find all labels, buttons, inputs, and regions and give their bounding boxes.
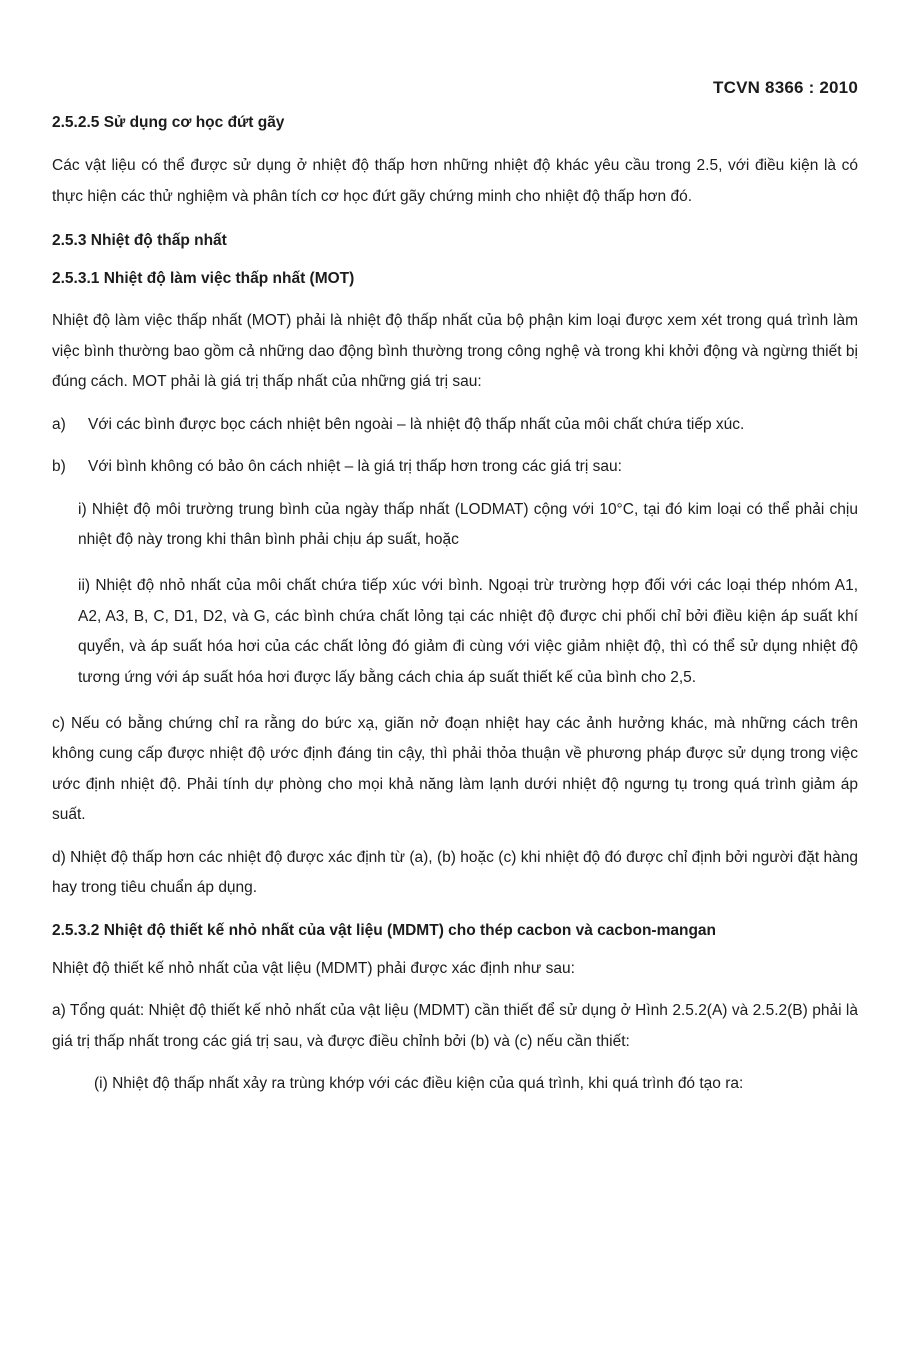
list-item-a — [52, 410, 858, 441]
paragraph-2-5-3-2: Nhiệt độ thiết kế nhỏ nhất của vật liệu (MDMT) phải được xác định như sau: — [52, 959, 575, 977]
list-text-b: Với bình không có bảo ôn cách nhiệt – là giá trị thấp hơn trong các giá trị sau: — [88, 458, 622, 475]
list-item-2-5-3-2-a: a) Tổng quát: Nhiệt độ thiết kế nhỏ nhất của vật liệu (MDMT) cần thiết để sử dụng ở Hình 2.5.2(A) và 2.5.2(B) phải là giá trị thấp nhất trong các giá trị sau, và được điều chỉnh bởi (b) và (c) nếu cần thiết: — [52, 1002, 858, 1050]
sub-item-b-ii: ii) Nhiệt độ nhỏ nhất của môi chất chứa tiếp xúc với bình. Ngoại trừ trường hợp đối với các loại thép nhóm A1, A2, A3, B, C, D1, D2, và G, các bình chứa chất lỏng tại các nhiệt độ được chi phối chỉ bởi điều kiện áp suất khí quyển, và áp suất hóa hơi của các chất lỏng đó giảm đi cùng với việc giảm nhiệt độ, thì có thể sử dụng nhiệt độ tương ứng với áp suất hóa hơi được lấy bằng cách chia áp suất thiết kế của bình cho 2,5. — [78, 577, 858, 686]
list-item-d: d) Nhiệt độ thấp hơn các nhiệt độ được xác định từ (a), (b) hoặc (c) khi nhiệt độ đó được chỉ định bởi người đặt hàng hay trong tiêu chuẩn áp dụng. — [52, 848, 858, 896]
list-label-a: a) — [52, 415, 66, 433]
standard-code: TCVN 8366 : 2010 — [713, 78, 858, 97]
paragraph-2-5-3-1: Nhiệt độ làm việc thấp nhất (MOT) phải là nhiệt độ thấp nhất của bộ phận kim loại được xem xét trong quá trình làm việc bình thường bao gồm cả những dao động bình thường trong công nghệ và trong khi khởi động và ngừng thiết bị đúng cách. MOT phải là giá trị thấp nhất của những giá trị sau: — [52, 312, 858, 390]
heading-2-5-2-5: 2.5.2.5 Sử dụng cơ học đứt gãy — [52, 114, 285, 131]
paragraph-2-5-2-5: Các vật liệu có thể được sử dụng ở nhiệt độ thấp hơn những nhiệt độ khác yêu cầu trong 2.5, với điều kiện là có thực hiện các thử nghiệm và phân tích cơ học đứt gãy chứng minh cho nhiệt độ thấp hơn đó. — [52, 157, 858, 205]
sub-item-b-i: i) Nhiệt độ môi trường trung bình của ngày thấp nhất (LODMAT) cộng với 10°C, tại đó kim loại có thể phải chịu nhiệt độ này trong khi thân bình phải chịu áp suất, hoặc — [78, 500, 858, 548]
heading-2-5-3-2: 2.5.3.2 Nhiệt độ thiết kế nhỏ nhất của vật liệu (MDMT) cho thép cacbon và cacbon-mangan — [52, 921, 717, 939]
list-item-b — [52, 452, 858, 483]
document-body — [52, 112, 858, 1115]
heading-2-5-3-1: 2.5.3.1 Nhiệt độ làm việc thấp nhất (MOT) — [52, 270, 355, 287]
heading-2-5-3: 2.5.3 Nhiệt độ thấp nhất — [52, 232, 227, 249]
list-label-b: b) — [52, 458, 66, 475]
list-item-c: c) Nếu có bằng chứng chỉ ra rằng do bức xạ, giãn nở đoạn nhiệt hay các ảnh hưởng khác, mà những cách trên không cung cấp được nhiệt độ ước định đáng tin cậy, thì phải thỏa thuận về phương pháp được sử dụng trong việc ước định nhiệt độ. Phải tính dự phòng cho mọi khả năng làm lạnh dưới nhiệt độ ngưng tụ trong quá trình giảm áp suất. — [52, 714, 858, 823]
sub-item-2-5-3-2-a-i: (i) Nhiệt độ thấp nhất xảy ra trùng khớp với các điều kiện của quá trình, khi quá trình đó tạo ra: — [94, 1075, 744, 1092]
list-text-a: Với các bình được bọc cách nhiệt bên ngoài – là nhiệt độ thấp nhất của môi chất chứa tiếp xúc. — [88, 415, 745, 433]
